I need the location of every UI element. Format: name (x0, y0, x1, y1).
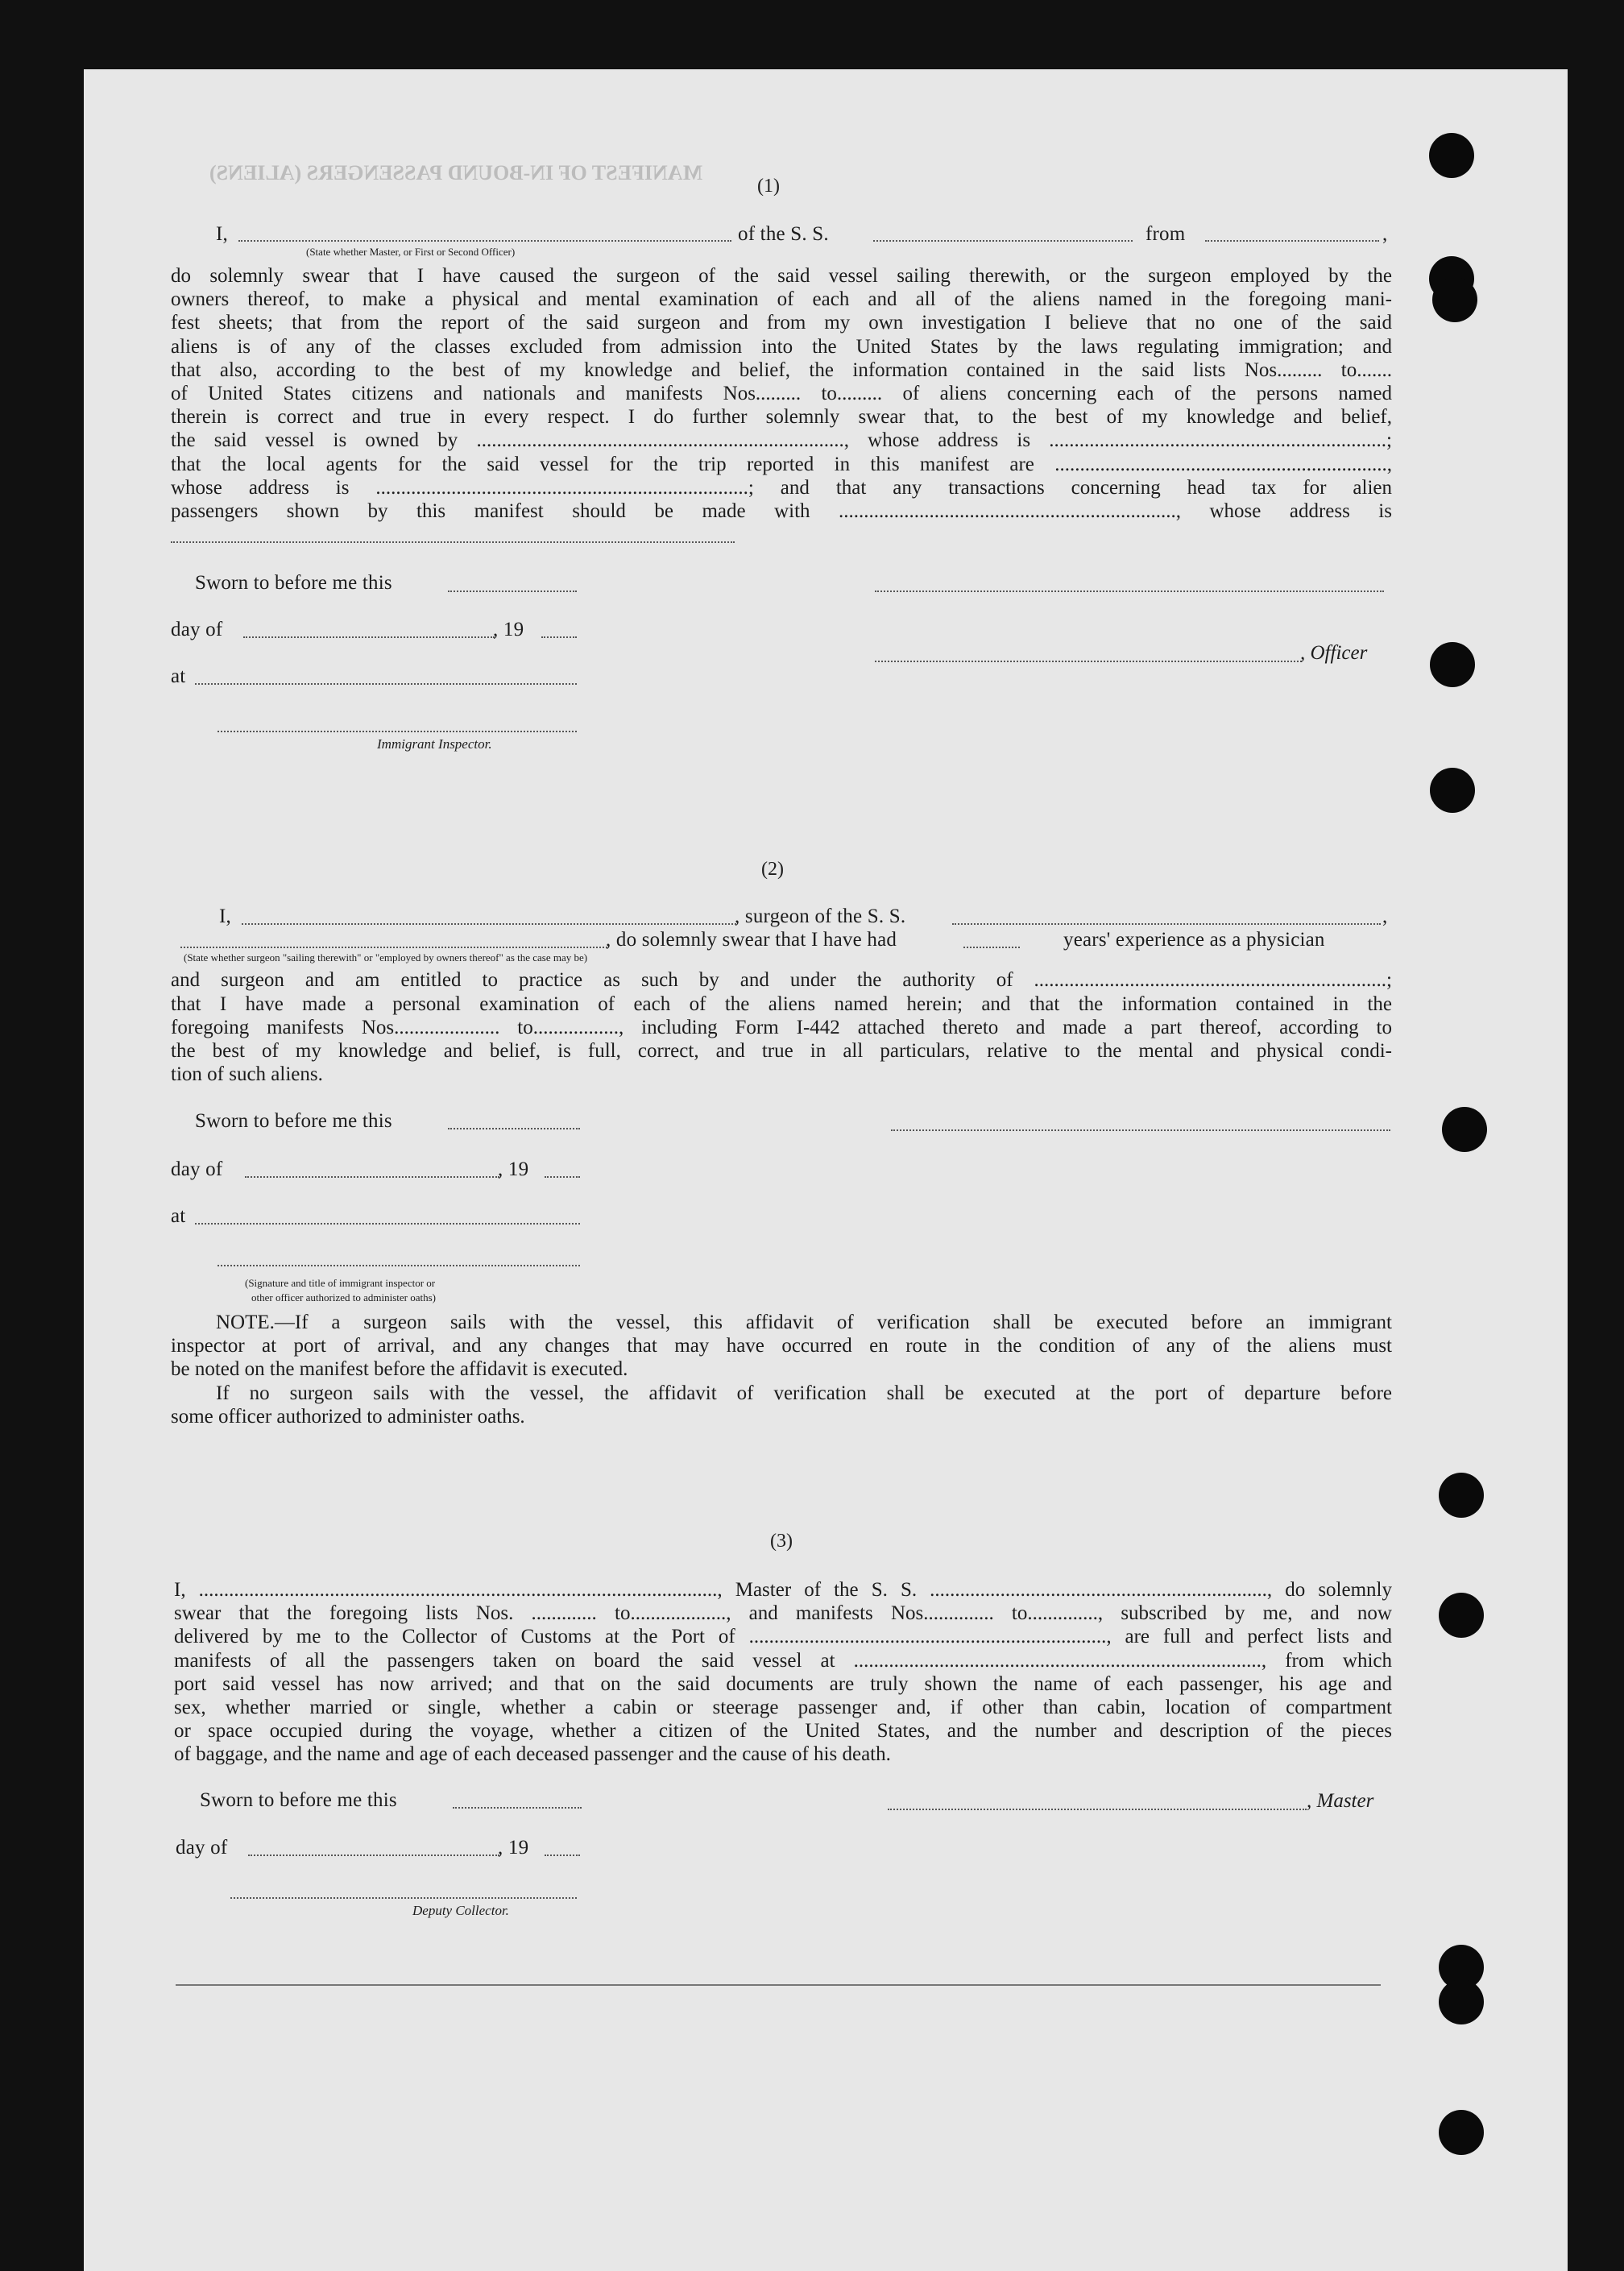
sworn-date-field-3[interactable] (453, 1807, 582, 1809)
collector-signature-field[interactable] (230, 1897, 577, 1899)
oath-3-line: or space occupied during the voyage, whether a citizen of the United States, and the number and description of the pieces (174, 1720, 1392, 1742)
oath-3-line: delivered by me to the Collector of Customs at the Port of ......................................................................., are full and perfect lists and (174, 1626, 1392, 1647)
section-1-number: (1) (757, 176, 780, 197)
oath-2-line: foregoing manifests Nos..................... to................., including Form I-442 attached thereto and made a part thereof, according to (171, 1017, 1392, 1038)
punch-hole (1430, 642, 1475, 687)
oath-3-line: port said vessel has now arrived; and that on the said documents are truly shown the name of each passenger, his age and (174, 1673, 1392, 1695)
year-field-1[interactable] (541, 636, 577, 638)
officer-signature-field[interactable] (875, 661, 1302, 662)
note-line: inspector at port of arrival, and any changes that may have occurred en route in the condition of any of the aliens must (171, 1335, 1392, 1357)
punch-hole (1432, 277, 1477, 322)
section-2-number: (2) (761, 859, 784, 880)
year-field-2[interactable] (545, 1176, 580, 1178)
oath-1-line: that also, according to the best of my knowledge and belief, the information contained in the said lists Nos......... to....... (171, 359, 1392, 381)
section-3-number: (3) (770, 1531, 793, 1552)
oath-1-caption: (State whether Master, or First or Second Officer) (306, 246, 516, 258)
year-label-1: , 19 (493, 619, 524, 640)
oath-1-line: of United States citizens and nationals and manifests Nos......... to......... of aliens concerning each of the persons named (171, 383, 1392, 404)
month-field-3[interactable] (248, 1855, 499, 1856)
bleed-through-title: MANIFEST OF IN-BOUND PASSENGERS (ALIENS) (209, 161, 703, 184)
surgeon-name-field[interactable] (242, 923, 736, 925)
punch-hole (1430, 768, 1475, 813)
oath-1-line: whose address is ..........................................................................; and that any transactions concerning head tax for alien (171, 477, 1392, 499)
signature-caption-line-1: (Signature and title of immigrant inspector or (245, 1277, 436, 1289)
deputy-collector-label: Deputy Collector. (412, 1903, 509, 1918)
oath-1-line: therein is correct and true in every respect. I do further solemnly swear that, to the best of my knowledge and belief, (171, 406, 1392, 428)
vessel-name-field[interactable] (873, 240, 1133, 242)
immigrant-inspector-label: Immigrant Inspector. (377, 736, 492, 752)
oath-3-line: swear that the foregoing lists Nos. ............. to..................., and manifests Nos.............. to.............., subscribed by me, and now (174, 1602, 1392, 1624)
year-field-3[interactable] (545, 1855, 580, 1856)
oath-1-line: owners thereof, to make a physical and mental examination of each and all of the aliens named in the foregoing mani- (171, 288, 1392, 310)
inspector-signature-field-2[interactable] (218, 1265, 580, 1266)
at-label-1: at (171, 665, 186, 687)
punch-hole (1439, 1593, 1484, 1638)
oath-1-line: that the local agents for the said vessel for the trip reported in this manifest are .................................................................., (171, 454, 1392, 475)
oath-3-line: manifests of all the passengers taken on board the said vessel at ................................................................................., from which (174, 1650, 1392, 1672)
note-line: some officer authorized to administer oaths. (171, 1406, 525, 1428)
officer-name-field[interactable] (238, 240, 731, 242)
sworn-date-field-2[interactable] (448, 1128, 580, 1129)
note-line: If no surgeon sails with the vessel, the affidavit of verification shall be executed at the port of departure before (216, 1382, 1392, 1404)
punch-hole (1442, 1107, 1487, 1152)
sworn-date-field-1[interactable] (448, 591, 577, 592)
oath-1-line: the said vessel is owned by ........................................................................., whose address is ...................................................................; (171, 429, 1392, 451)
month-field-2[interactable] (245, 1176, 499, 1178)
oath-3-line: of baggage, and the name and age of each deceased passenger and the cause of his death. (174, 1743, 891, 1765)
master-label: , Master (1307, 1790, 1374, 1812)
oath-2-i: I, (219, 905, 231, 927)
at-label-2: at (171, 1205, 186, 1227)
sworn-label-1: Sworn to before me this (195, 572, 392, 594)
oath-2-line: tion of such aliens. (171, 1063, 323, 1085)
oath-2-years: years' experience as a physician (1063, 929, 1325, 951)
oath-2-line: and surgeon and am entitled to practice as such by and under the authority of ......................................................................; (171, 969, 1392, 991)
bottom-rule (176, 1984, 1381, 1986)
day-of-label-1: day of (171, 619, 223, 640)
head-tax-address-field[interactable] (171, 541, 735, 543)
year-label-3: , 19 (498, 1837, 529, 1859)
at-place-field-2[interactable] (195, 1223, 580, 1225)
sworn-label-2: Sworn to before me this (195, 1110, 392, 1132)
punch-hole (1439, 1473, 1484, 1518)
oath-3-line: sex, whether married or single, whether a cabin or steerage passenger and, if other than cabin, location of compartment (174, 1697, 1392, 1718)
oath-1-line: do solemnly swear that I have caused the surgeon of the said vessel sailing therewith, or the surgeon employed by the (171, 265, 1392, 287)
officer-signature-field-top[interactable] (875, 591, 1384, 592)
punch-hole (1439, 2110, 1484, 2155)
signature-caption-line-2: other officer authorized to administer oaths) (251, 1291, 436, 1303)
oath-1-from: from (1146, 223, 1186, 245)
punch-hole (1429, 133, 1474, 178)
sworn-label-3: Sworn to before me this (200, 1789, 397, 1811)
surgeon-vessel-field[interactable] (952, 923, 1381, 925)
month-field-1[interactable] (243, 636, 495, 638)
inspector-signature-field-1[interactable] (218, 731, 577, 732)
oath-1-i: I, (216, 223, 228, 245)
surgeon-status-field[interactable] (180, 947, 607, 948)
day-of-label-2: day of (171, 1158, 223, 1180)
oath-1-line: passengers shown by this manifest should be made with ..................................................................., whose address is (171, 500, 1392, 522)
master-signature-field[interactable] (888, 1809, 1307, 1810)
from-port-field[interactable] (1205, 240, 1379, 242)
oath-2-caption: (State whether surgeon "sailing therewith" or "employed by owners thereof" as the case may be) (184, 951, 588, 964)
at-place-field-1[interactable] (195, 683, 577, 685)
oath-1-line: aliens is of any of the classes excluded from admission into the United States by the laws regulating immigration; and (171, 336, 1392, 358)
day-of-label-3: day of (176, 1837, 228, 1859)
oath-1-of-ss: of the S. S. (738, 223, 829, 245)
oath-1-line: fest sheets; that from the report of the said surgeon and from my own investigation I believe that no one of the said (171, 312, 1392, 334)
note-line: be noted on the manifest before the affidavit is executed. (171, 1358, 628, 1380)
oath-3-line: I, ......................................................................................................., Master of the S. S. ..................................................................., do solemnly (174, 1579, 1392, 1601)
note-line: NOTE.—If a surgeon sails with the vessel, this affidavit of verification shall be executed before an immigrant (216, 1312, 1392, 1333)
oath-2-swear: , do solemnly swear that I have had (606, 929, 897, 951)
punch-hole (1439, 1979, 1484, 2024)
surgeon-signature-field[interactable] (891, 1129, 1390, 1131)
oath-2-surgeon-of-ss: , surgeon of the S. S. (735, 905, 906, 927)
officer-label: , Officer (1300, 642, 1368, 664)
oath-2-line: that I have made a personal examination of each of the aliens named herein; and that the information contained in the (171, 993, 1392, 1015)
oath-2-line: the best of my knowledge and belief, is full, correct, and true in all particulars, relative to the mental and physical condi- (171, 1040, 1392, 1062)
oath-2-comma: , (1382, 905, 1388, 927)
oath-1-comma: , (1382, 223, 1388, 245)
years-experience-field[interactable] (963, 947, 1020, 948)
year-label-2: , 19 (498, 1158, 529, 1180)
